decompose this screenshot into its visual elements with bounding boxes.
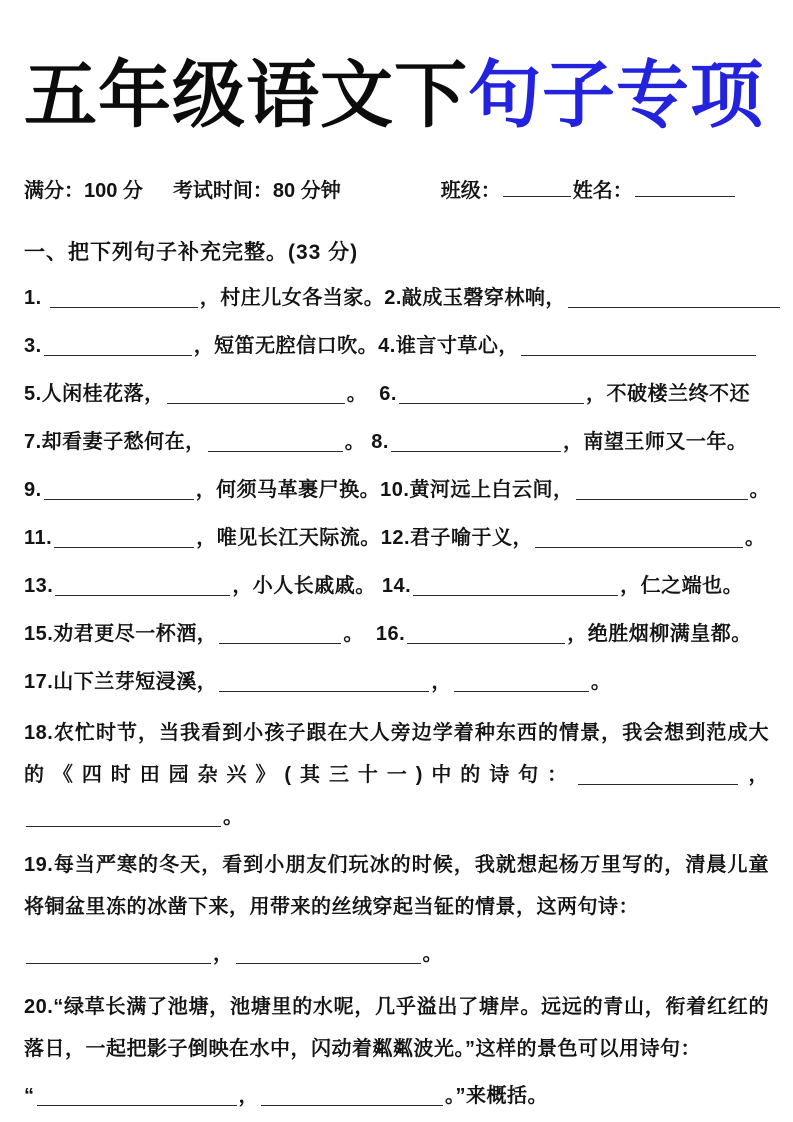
answer-blank-line (37, 1090, 237, 1106)
question-line (24, 418, 769, 466)
question-text: ，不破楼兰终不还 (585, 383, 750, 405)
answer-blank-line (44, 484, 194, 500)
question-line (24, 844, 769, 928)
answer-blank-line (219, 628, 341, 644)
question-text: ，唯见长江天际流。12.君子喻于义， (196, 527, 534, 549)
question-text: 。 8. (344, 431, 389, 453)
class-blank-line (503, 182, 571, 197)
question-text: 。 6. (346, 383, 397, 405)
answer-blank-line (391, 436, 561, 452)
answer-blank-line (44, 340, 192, 356)
answer-blank-line (26, 811, 221, 827)
answer-blank-line (413, 580, 618, 596)
question-text: ， (431, 671, 452, 693)
question-text: 13. (24, 575, 54, 597)
question-text: 。 (223, 806, 244, 828)
name-blank-line (635, 182, 735, 197)
question-text: 。 16. (343, 623, 406, 645)
question-line (24, 370, 769, 418)
question-text: ，南望王师又一年。 (562, 431, 748, 453)
question-text: 。”来概括。 (445, 1085, 548, 1107)
full-score-label: 满分：100 分 (24, 180, 143, 202)
answer-blank-line (535, 532, 743, 548)
answer-blank-line (568, 292, 780, 308)
question-text: ， (740, 764, 769, 786)
answer-blank-line (54, 532, 194, 548)
question-text: 15.劝君更尽一杯酒， (24, 623, 218, 645)
question-line (24, 466, 769, 514)
page-title (24, 56, 769, 136)
question-text: 。 (745, 527, 766, 549)
question-text: 。 (590, 671, 612, 693)
name-label: 姓名： (572, 180, 633, 202)
answer-blank-line (55, 580, 230, 596)
answer-blank-line (399, 388, 584, 404)
title-blue-part: 句子专项 (468, 55, 764, 136)
question-line (24, 986, 769, 1070)
question-line (24, 1070, 769, 1122)
question-text: 20.“绿草长满了池塘，池塘里的水呢，几乎溢出了塘岸。远远的青山，衔着红红的落日，一起把影子倒映在水中，闪动着粼粼波光。”这样的景色可以用诗句： (24, 996, 769, 1060)
answer-blank-line (407, 628, 565, 644)
answer-blank-line (521, 340, 756, 356)
question-text: 。 (422, 943, 443, 965)
question-text: 1. (24, 287, 48, 309)
question-text: ，小人长戚戚。 14. (232, 575, 412, 597)
answer-blank-line (261, 1090, 443, 1106)
question-line (24, 274, 769, 322)
answer-blank-line (454, 676, 589, 692)
answer-blank-line (167, 388, 345, 404)
question-text: 9. (24, 479, 42, 501)
question-text: ，短笛无腔信口吹。4.谁言寸草心， (193, 335, 519, 357)
exam-meta-row (24, 174, 769, 203)
answer-blank-line (578, 769, 738, 785)
question-text: 7.却看妻子愁何在， (24, 431, 206, 453)
answer-blank-line (236, 948, 421, 964)
question-text: 3. (24, 335, 42, 357)
question-line (24, 712, 769, 838)
question-line (24, 610, 769, 658)
question-line (24, 928, 769, 980)
answer-blank-line (219, 676, 429, 692)
answer-blank-line (576, 484, 748, 500)
question-text: 5.人闲桂花落， (24, 383, 165, 405)
question-text: ，何须马革裹尸换。10.黄河远上白云间， (195, 479, 574, 501)
question-list (24, 274, 769, 1122)
question-text: ， (238, 1085, 259, 1107)
answer-blank-line (208, 436, 343, 452)
question-text: 19.每当严寒的冬天，看到小朋友们玩冰的时候，我就想起杨万里写的，清晨儿童将铜盆里冻的冰凿下来，用带来的丝绒穿起当钲的情景，这两句诗： (24, 854, 769, 918)
question-text: 11. (24, 527, 53, 549)
question-text: “ (24, 1085, 35, 1107)
question-line (24, 658, 769, 706)
answer-blank-line (50, 292, 198, 308)
section-heading: 一、把下列句子补充完整。(33 分) (24, 241, 359, 264)
question-text: ，绝胜烟柳满皇都。 (567, 623, 752, 645)
question-text: 18.农忙时节，当我看到小孩子跟在大人旁边学着种东西的情景，我会想到范成大的《四时田园杂兴》(其三十一)中的诗句： (24, 722, 769, 786)
question-text: ， (213, 943, 234, 965)
question-text: 。 (749, 479, 770, 501)
question-line (24, 514, 769, 562)
question-line (24, 562, 769, 610)
answer-blank-line (26, 948, 211, 964)
title-black-part: 五年级语文下 (24, 55, 468, 136)
question-line (24, 322, 769, 370)
question-text: ，村庄儿女各当家。2.敲成玉磬穿林响， (199, 287, 566, 309)
exam-time-label: 考试时间：80 分钟 (172, 180, 341, 202)
class-label: 班级： (440, 180, 501, 202)
question-text: 17.山下兰芽短浸溪， (24, 671, 218, 693)
question-text: ，仁之端也。 (620, 575, 744, 597)
